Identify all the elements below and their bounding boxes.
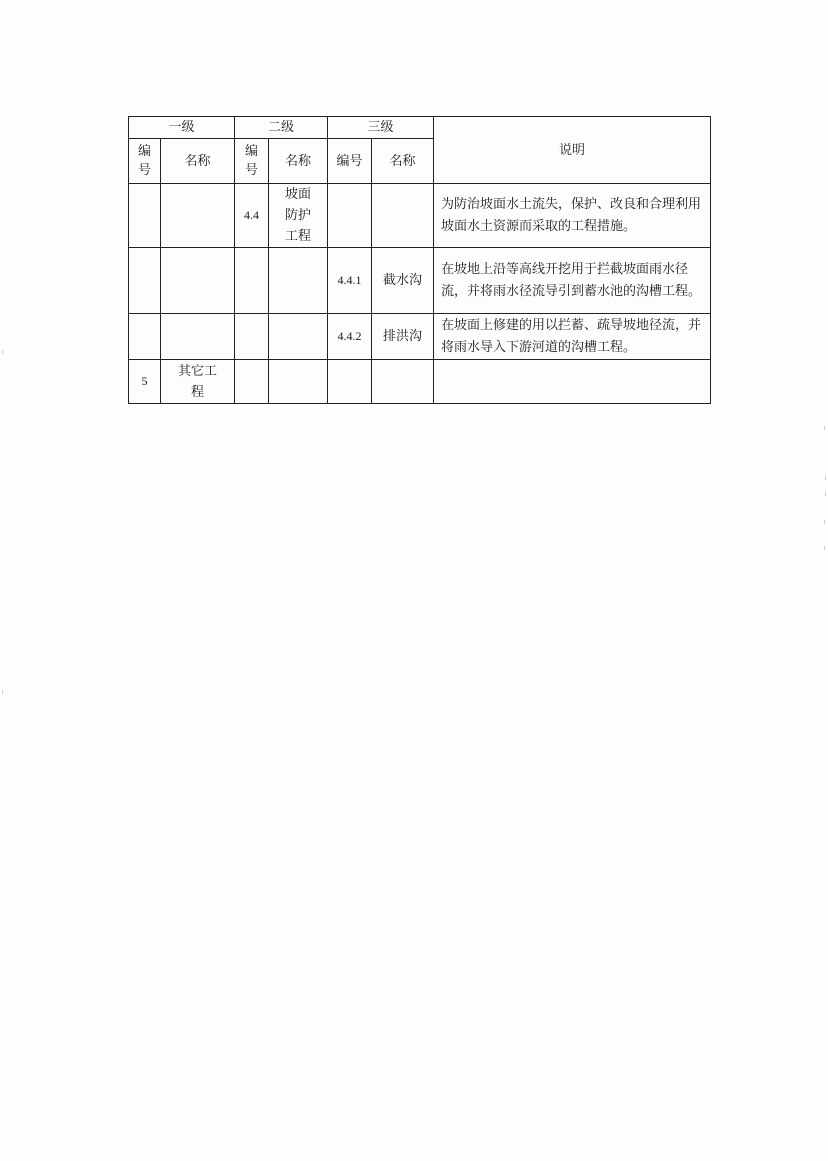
header-row-levels: [129, 117, 711, 139]
row4-l2-name: [269, 360, 328, 404]
row4-l3-number: [328, 360, 372, 404]
table-row: [129, 184, 711, 248]
row2-l2-number: [235, 248, 269, 314]
row1-l3-number: [328, 184, 372, 248]
header-l1-number: 编号: [129, 139, 161, 184]
row1-l3-name: [372, 184, 434, 248]
row2-l2-name: [269, 248, 328, 314]
row4-l1-name: 其它工程: [161, 360, 235, 404]
scan-speck: [825, 476, 826, 480]
row4-l1-number: 5: [129, 360, 161, 404]
classification-table: [128, 116, 711, 404]
row3-l3-name: 排洪沟: [372, 314, 434, 360]
row2-l3-name: 截水沟: [372, 248, 434, 314]
header-l3-name: 名称: [372, 139, 434, 184]
row1-l1-name: [161, 184, 235, 248]
row3-l2-name: [269, 314, 328, 360]
scan-speck: [824, 520, 825, 524]
scan-speck: [825, 492, 826, 496]
row1-l2-name: 坡面防护工程: [269, 184, 328, 248]
row3-l1-name: [161, 314, 235, 360]
table-row: [129, 360, 711, 404]
header-l3-number: 编号: [328, 139, 372, 184]
header-level1: 一级: [129, 117, 235, 139]
header-l1-name: 名称: [161, 139, 235, 184]
header-level2: 二级: [235, 117, 328, 139]
table-row: [129, 248, 711, 314]
row2-l3-number: 4.4.1: [328, 248, 372, 314]
row4-l3-name: [372, 360, 434, 404]
row2-l1-number: [129, 248, 161, 314]
row2-l1-name: [161, 248, 235, 314]
row3-description: 在坡面上修建的用以拦蓄、疏导坡地径流，并将雨水导入下游河道的沟槽工程。: [434, 314, 711, 360]
row3-l1-number: [129, 314, 161, 360]
scan-speck: [2, 350, 3, 354]
scan-speck: [2, 690, 3, 694]
row4-description: [434, 360, 711, 404]
row4-l2-number: [235, 360, 269, 404]
row2-description: 在坡地上沿等高线开挖用于拦截坡面雨水径流，并将雨水径流导引到蓄水池的沟槽工程。: [434, 248, 711, 314]
scan-speck: [824, 426, 825, 430]
scan-speck: [824, 546, 825, 550]
header-l2-name: 名称: [269, 139, 328, 184]
row1-description: 为防治坡面水土流失，保护、改良和合理利用坡面水土资源而采取的工程措施。: [434, 184, 711, 248]
header-description: 说明: [434, 117, 711, 184]
row3-l3-number: 4.4.2: [328, 314, 372, 360]
row3-l2-number: [235, 314, 269, 360]
header-level3: 三级: [328, 117, 434, 139]
header-l2-number: 编号: [235, 139, 269, 184]
table-row: [129, 314, 711, 360]
row1-l2-number: 4.4: [235, 184, 269, 248]
row1-l1-number: [129, 184, 161, 248]
